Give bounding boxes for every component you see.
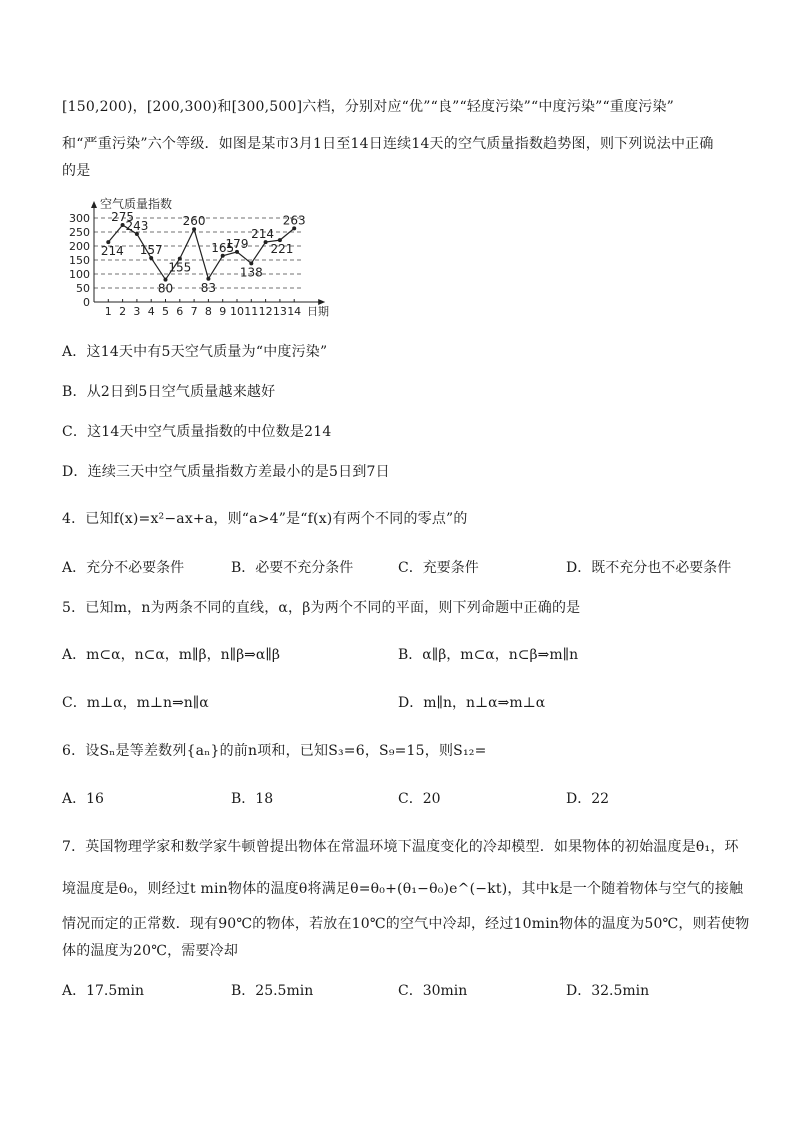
q3-line-1: [150,200)，[200,300)和[300,500]六档，分别对应“优”“良”“轻度污染”“中度污染”“重度污染” bbox=[62, 99, 675, 115]
data-label: 263 bbox=[282, 213, 306, 228]
chart-title: 空气质量指数 bbox=[100, 197, 173, 211]
x-tick-label: 13 bbox=[272, 305, 287, 318]
data-label: 221 bbox=[270, 242, 294, 257]
q3-option-c: C．这14天中空气质量指数的中位数是214 bbox=[62, 424, 332, 440]
x-tick-label: 1 bbox=[104, 305, 112, 318]
q5-option-b: B．α∥β，m⊂α，n⊂β⇒m∥n bbox=[398, 647, 579, 663]
q3-option-b: B．从2日到5日空气质量越来越好 bbox=[62, 384, 276, 400]
q7-option-c: C．30min bbox=[398, 983, 468, 999]
data-label: 179 bbox=[225, 236, 249, 251]
y-tick-label: 250 bbox=[69, 226, 90, 239]
data-label: 260 bbox=[182, 214, 206, 229]
x-tick-label: 2 bbox=[119, 305, 127, 318]
q6-option-b: B．18 bbox=[231, 791, 274, 807]
air-quality-chart bbox=[62, 190, 332, 320]
q5-option-d: D．m∥n，n⊥α⇒m⊥α bbox=[398, 695, 546, 711]
q5-stem: 5．已知m，n为两条不同的直线，α，β为两个不同的平面，则下列命题中正确的是 bbox=[62, 600, 581, 616]
q7-line-4: 体的温度为20℃，需要冷却 bbox=[62, 943, 239, 959]
chart-data-labels bbox=[101, 210, 306, 296]
x-tick-label: 11 bbox=[244, 305, 259, 318]
q4-option-c: C．充要条件 bbox=[398, 560, 479, 576]
q5-option-a: A．m⊂α，n⊂α，m∥β，n∥β⇒α∥β bbox=[62, 647, 280, 663]
q3-line-2: 和“严重污染”六个等级．如图是某市3月1日至14日连续14天的空气质量指数趋势图，则下列说法中正确 bbox=[62, 136, 714, 152]
q6-option-a: A．16 bbox=[62, 791, 104, 807]
y-axis-arrow bbox=[91, 201, 97, 208]
y-tick-label: 300 bbox=[69, 212, 90, 225]
y-tick-label: 0 bbox=[83, 296, 90, 309]
data-label: 80 bbox=[157, 281, 174, 296]
x-tick-label: 3 bbox=[133, 305, 141, 318]
q7-option-b: B．25.5min bbox=[231, 983, 314, 999]
q7-line-1: 7．英国物理学家和数学家牛顿曾提出物体在常温环境下温度变化的冷却模型．如果物体的初始温度是θ₁，环 bbox=[62, 839, 739, 855]
q4-option-d: D．既不充分也不必要条件 bbox=[566, 560, 732, 576]
q6-option-d: D．22 bbox=[566, 791, 610, 807]
x-tick-label: 9 bbox=[219, 305, 227, 318]
y-tick-label: 200 bbox=[69, 240, 90, 253]
x-tick-label: 14 bbox=[287, 305, 302, 318]
data-label: 243 bbox=[125, 218, 149, 233]
y-tick-label: 100 bbox=[69, 268, 90, 281]
y-tick-label: 50 bbox=[76, 282, 90, 295]
data-label: 83 bbox=[200, 280, 217, 295]
y-tick-label: 150 bbox=[69, 254, 90, 267]
q6-option-c: C．20 bbox=[398, 791, 441, 807]
data-label: 155 bbox=[168, 260, 192, 275]
data-label: 165 bbox=[211, 240, 235, 255]
data-label: 214 bbox=[100, 244, 124, 259]
data-label: 275 bbox=[111, 210, 135, 224]
q6-stem: 6．设Sₙ是等差数列{aₙ}的前n项和，已知S₃=6，S₉=15，则S₁₂= bbox=[62, 743, 487, 759]
q7-option-a: A．17.5min bbox=[62, 983, 145, 999]
q7-line-2: 境温度是θ₀，则经过t min物体的温度θ将满足θ=θ₀+(θ₁−θ₀)e^(−kt)，其中k是一个随着物体与空气的接触 bbox=[62, 881, 744, 897]
q3-option-d: D．连续三天中空气质量指数方差最小的是5日到7日 bbox=[62, 464, 390, 480]
q4-option-a: A．充分不必要条件 bbox=[62, 560, 185, 576]
q7-line-3: 情况而定的正常数．现有90℃的物体，若放在10℃的空气中冷却，经过10min物体的温度为50℃，则若使物 bbox=[62, 916, 750, 932]
q5-option-c: C．m⊥α，m⊥n⇒n∥α bbox=[62, 695, 209, 711]
x-tick-label: 8 bbox=[204, 305, 212, 318]
q3-option-a: A．这14天中有5天空气质量为“中度污染” bbox=[62, 344, 328, 360]
x-tick-label: 10 bbox=[230, 305, 244, 318]
data-label: 138 bbox=[239, 265, 263, 280]
q4-stem: 4．已知f(x)=x²−ax+a，则“a>4”是“f(x)有两个不同的零点”的 bbox=[62, 511, 468, 527]
chart-x-label: 日期 bbox=[307, 305, 329, 318]
q7-option-d: D．32.5min bbox=[566, 983, 650, 999]
x-tick-label: 7 bbox=[190, 305, 198, 318]
chart-y-ticks bbox=[69, 212, 90, 309]
x-tick-label: 12 bbox=[258, 305, 273, 318]
q4-option-b: B．必要不充分条件 bbox=[231, 560, 354, 576]
x-tick-label: 5 bbox=[162, 305, 169, 318]
data-label: 157 bbox=[139, 243, 163, 258]
x-tick-label: 6 bbox=[176, 305, 184, 318]
data-label: 214 bbox=[251, 227, 275, 242]
x-tick-label: 4 bbox=[147, 305, 155, 318]
q3-line-3: 的是 bbox=[62, 163, 91, 179]
